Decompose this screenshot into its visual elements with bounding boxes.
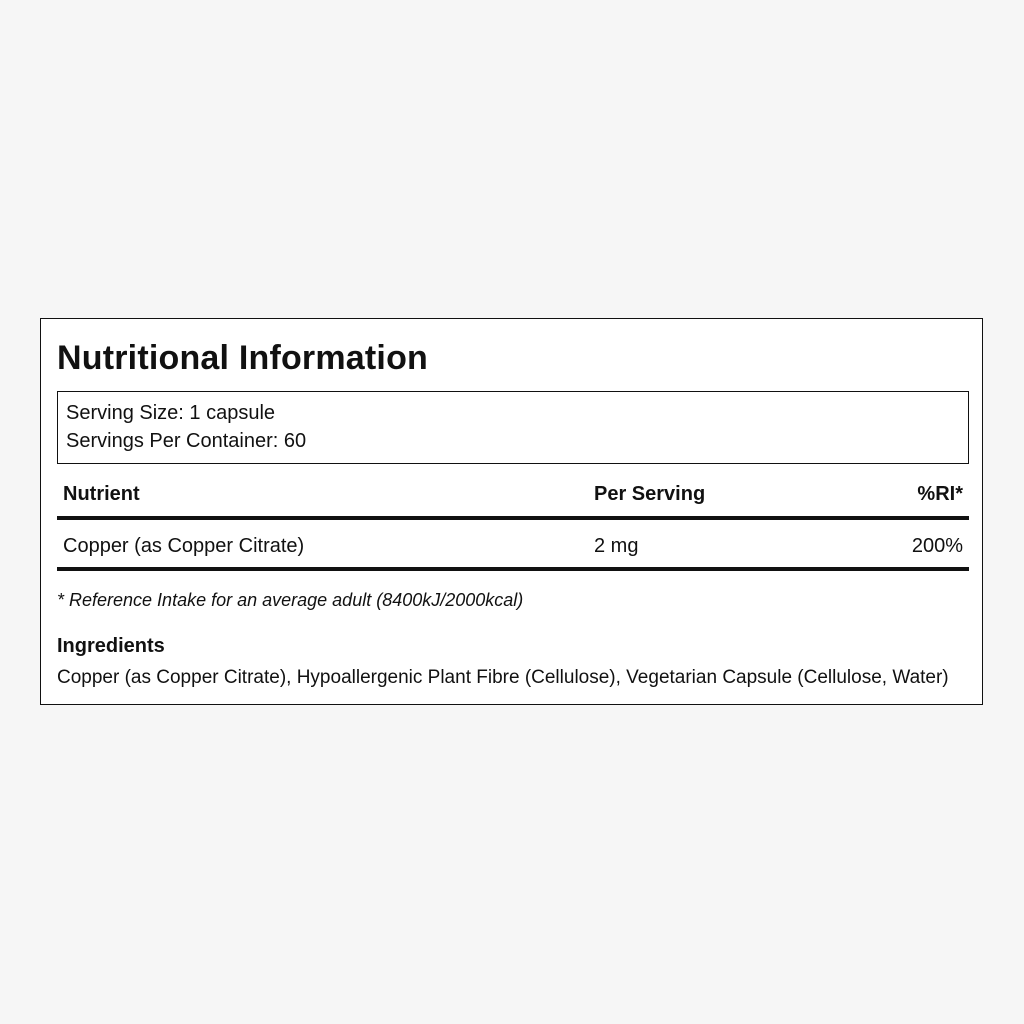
panel-title: Nutritional Information	[57, 339, 429, 377]
table-bottom-divider	[57, 567, 969, 571]
header-ri: %RI*	[917, 483, 963, 505]
nutrition-panel	[40, 318, 983, 705]
header-divider	[57, 516, 969, 520]
header-per-serving: Per Serving	[594, 483, 706, 505]
ingredients-heading: Ingredients	[57, 635, 165, 657]
ri-footnote: * Reference Intake for an average adult (8400kJ/2000kcal)	[57, 590, 524, 610]
serving-info-box	[57, 391, 969, 464]
row-nutrient: Copper (as Copper Citrate)	[63, 535, 305, 557]
ingredients-text: Copper (as Copper Citrate), Hypoallergenic Plant Fibre (Cellulose), Vegetarian Capsule (Cellulose, Water)	[57, 667, 949, 688]
row-ri: 200%	[911, 535, 963, 557]
header-nutrient: Nutrient	[63, 483, 140, 505]
servings-per-container: Servings Per Container: 60	[66, 430, 307, 452]
serving-size: Serving Size: 1 capsule	[66, 402, 276, 424]
row-per-serving: 2 mg	[594, 535, 639, 557]
